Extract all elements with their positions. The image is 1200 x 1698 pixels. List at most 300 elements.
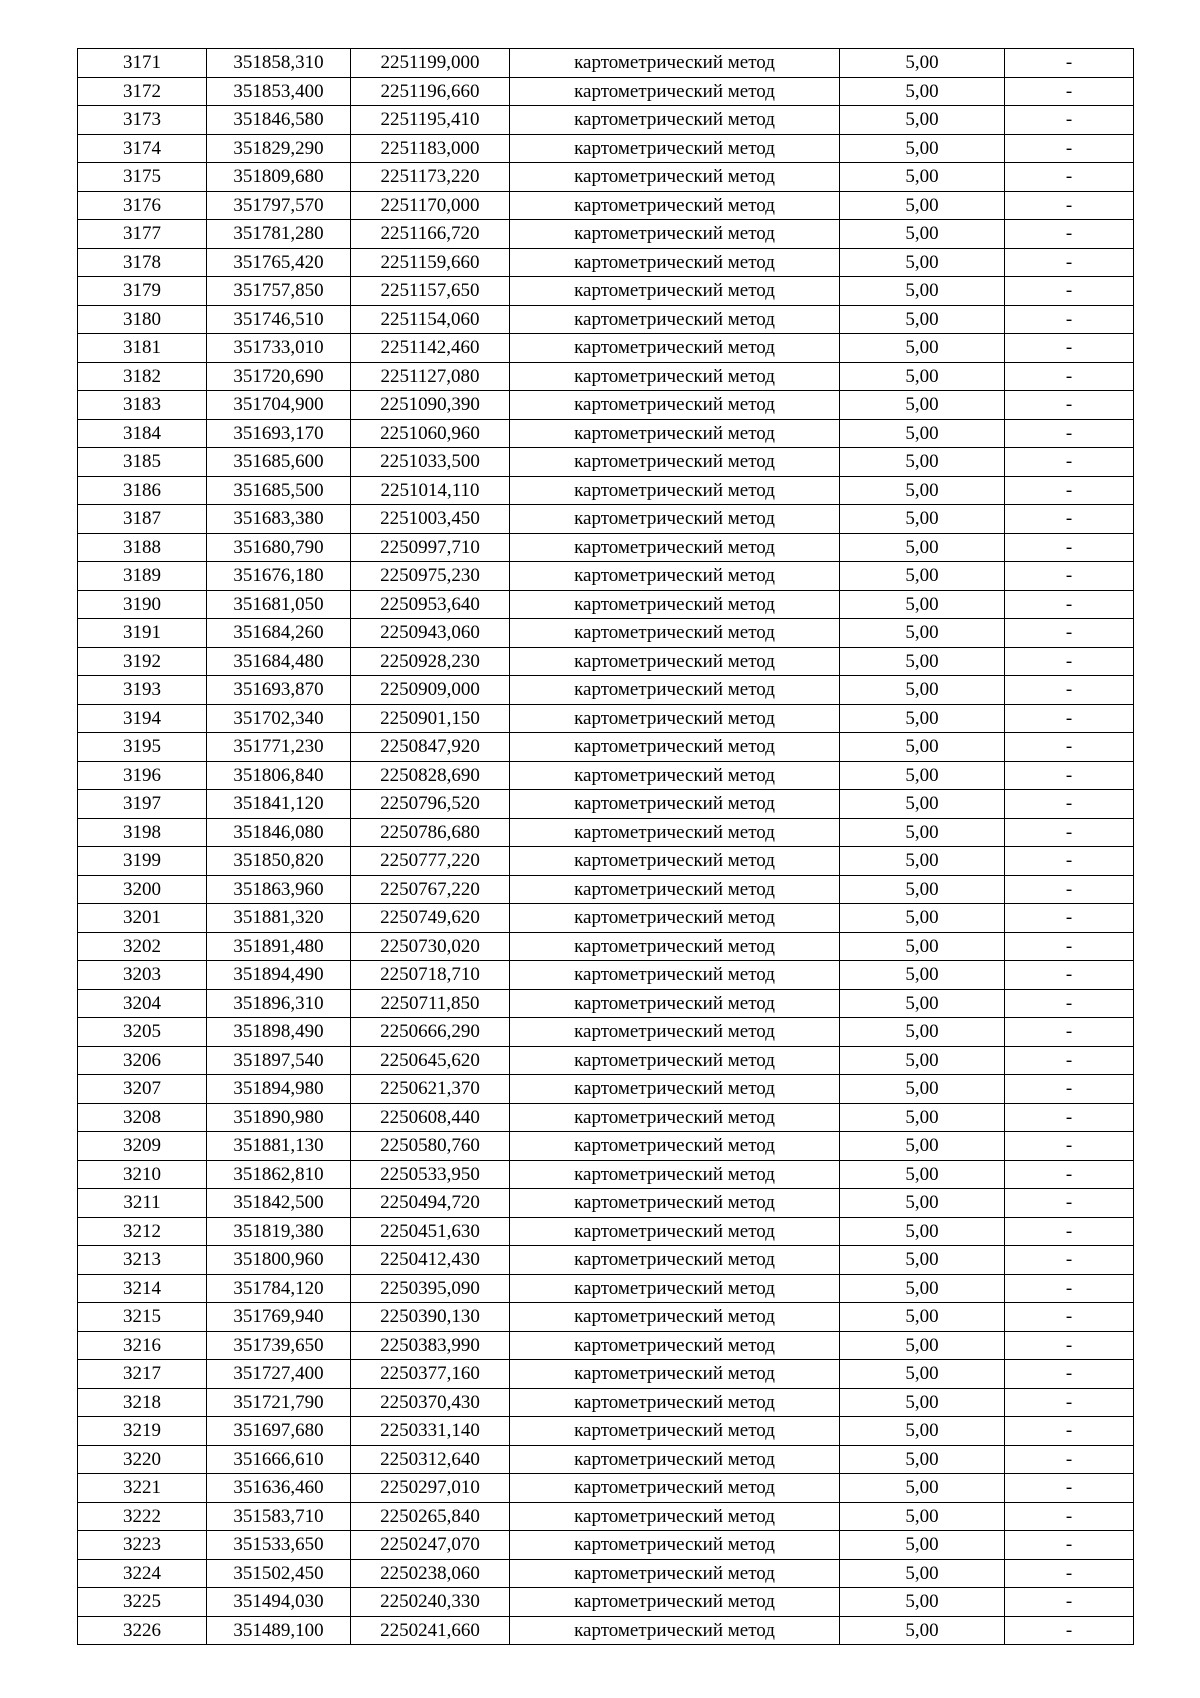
point-number-cell: 3182: [78, 362, 207, 391]
method-cell: картометрический метод: [510, 106, 840, 135]
x-coordinate-cell: 351881,130: [207, 1132, 351, 1161]
note-cell: -: [1005, 533, 1134, 562]
note-cell: -: [1005, 505, 1134, 534]
y-coordinate-cell: 2250608,440: [351, 1103, 510, 1132]
table-row: [78, 1274, 1134, 1303]
note-cell: -: [1005, 419, 1134, 448]
y-coordinate-cell: 2250796,520: [351, 790, 510, 819]
point-number-cell: 3197: [78, 790, 207, 819]
note-cell: -: [1005, 1132, 1134, 1161]
point-number-cell: 3184: [78, 419, 207, 448]
accuracy-cell: 5,00: [840, 1331, 1005, 1360]
y-coordinate-cell: 2250580,760: [351, 1132, 510, 1161]
table-row: [78, 220, 1134, 249]
point-number-cell: 3212: [78, 1217, 207, 1246]
y-coordinate-cell: 2251157,650: [351, 277, 510, 306]
accuracy-cell: 5,00: [840, 1588, 1005, 1617]
note-cell: -: [1005, 989, 1134, 1018]
table-row: [78, 790, 1134, 819]
method-cell: картометрический метод: [510, 1531, 840, 1560]
x-coordinate-cell: 351809,680: [207, 163, 351, 192]
point-number-cell: 3211: [78, 1189, 207, 1218]
accuracy-cell: 5,00: [840, 932, 1005, 961]
accuracy-cell: 5,00: [840, 1616, 1005, 1645]
note-cell: -: [1005, 1217, 1134, 1246]
note-cell: -: [1005, 932, 1134, 961]
note-cell: -: [1005, 1331, 1134, 1360]
accuracy-cell: 5,00: [840, 1531, 1005, 1560]
point-number-cell: 3214: [78, 1274, 207, 1303]
method-cell: картометрический метод: [510, 676, 840, 705]
table-row: [78, 362, 1134, 391]
method-cell: картометрический метод: [510, 1588, 840, 1617]
y-coordinate-cell: 2250943,060: [351, 619, 510, 648]
table-row: [78, 1417, 1134, 1446]
method-cell: картометрический метод: [510, 448, 840, 477]
table-row: [78, 704, 1134, 733]
note-cell: -: [1005, 847, 1134, 876]
y-coordinate-cell: 2250718,710: [351, 961, 510, 990]
x-coordinate-cell: 351894,980: [207, 1075, 351, 1104]
table-row: [78, 533, 1134, 562]
accuracy-cell: 5,00: [840, 362, 1005, 391]
accuracy-cell: 5,00: [840, 961, 1005, 990]
x-coordinate-cell: 351683,380: [207, 505, 351, 534]
point-number-cell: 3174: [78, 134, 207, 163]
table-row: [78, 1075, 1134, 1104]
point-number-cell: 3210: [78, 1160, 207, 1189]
accuracy-cell: 5,00: [840, 277, 1005, 306]
y-coordinate-cell: 2251170,000: [351, 191, 510, 220]
accuracy-cell: 5,00: [840, 676, 1005, 705]
note-cell: -: [1005, 1303, 1134, 1332]
y-coordinate-cell: 2250265,840: [351, 1502, 510, 1531]
method-cell: картометрический метод: [510, 761, 840, 790]
point-number-cell: 3200: [78, 875, 207, 904]
x-coordinate-cell: 351721,790: [207, 1388, 351, 1417]
table-row: [78, 505, 1134, 534]
accuracy-cell: 5,00: [840, 191, 1005, 220]
y-coordinate-cell: 2251195,410: [351, 106, 510, 135]
table-row: [78, 989, 1134, 1018]
note-cell: -: [1005, 1189, 1134, 1218]
method-cell: картометрический метод: [510, 419, 840, 448]
point-number-cell: 3207: [78, 1075, 207, 1104]
x-coordinate-cell: 351685,600: [207, 448, 351, 477]
table-row: [78, 1246, 1134, 1275]
y-coordinate-cell: 2251183,000: [351, 134, 510, 163]
y-coordinate-cell: 2250312,640: [351, 1445, 510, 1474]
y-coordinate-cell: 2250749,620: [351, 904, 510, 933]
y-coordinate-cell: 2251060,960: [351, 419, 510, 448]
note-cell: -: [1005, 904, 1134, 933]
note-cell: -: [1005, 961, 1134, 990]
y-coordinate-cell: 2250711,850: [351, 989, 510, 1018]
x-coordinate-cell: 351784,120: [207, 1274, 351, 1303]
point-number-cell: 3172: [78, 77, 207, 106]
method-cell: картометрический метод: [510, 1360, 840, 1389]
note-cell: -: [1005, 1502, 1134, 1531]
point-number-cell: 3201: [78, 904, 207, 933]
point-number-cell: 3226: [78, 1616, 207, 1645]
accuracy-cell: 5,00: [840, 106, 1005, 135]
note-cell: -: [1005, 448, 1134, 477]
note-cell: -: [1005, 1246, 1134, 1275]
note-cell: -: [1005, 134, 1134, 163]
y-coordinate-cell: 2250928,230: [351, 647, 510, 676]
point-number-cell: 3208: [78, 1103, 207, 1132]
point-number-cell: 3177: [78, 220, 207, 249]
point-number-cell: 3209: [78, 1132, 207, 1161]
y-coordinate-cell: 2250383,990: [351, 1331, 510, 1360]
method-cell: картометрический метод: [510, 1331, 840, 1360]
note-cell: -: [1005, 362, 1134, 391]
point-number-cell: 3204: [78, 989, 207, 1018]
point-number-cell: 3221: [78, 1474, 207, 1503]
table-row: [78, 1588, 1134, 1617]
x-coordinate-cell: 351806,840: [207, 761, 351, 790]
note-cell: -: [1005, 476, 1134, 505]
note-cell: -: [1005, 562, 1134, 591]
x-coordinate-cell: 351846,080: [207, 818, 351, 847]
note-cell: -: [1005, 761, 1134, 790]
y-coordinate-cell: 2251033,500: [351, 448, 510, 477]
note-cell: -: [1005, 277, 1134, 306]
note-cell: -: [1005, 106, 1134, 135]
table-row: [78, 1331, 1134, 1360]
point-number-cell: 3190: [78, 590, 207, 619]
table-row: [78, 248, 1134, 277]
point-number-cell: 3193: [78, 676, 207, 705]
accuracy-cell: 5,00: [840, 1160, 1005, 1189]
table-row: [78, 191, 1134, 220]
accuracy-cell: 5,00: [840, 1303, 1005, 1332]
table-row: [78, 1616, 1134, 1645]
method-cell: картометрический метод: [510, 733, 840, 762]
accuracy-cell: 5,00: [840, 1018, 1005, 1047]
point-number-cell: 3205: [78, 1018, 207, 1047]
note-cell: -: [1005, 676, 1134, 705]
point-number-cell: 3192: [78, 647, 207, 676]
method-cell: картометрический метод: [510, 1189, 840, 1218]
coordinates-table-body: [78, 49, 1134, 1645]
point-number-cell: 3181: [78, 334, 207, 363]
note-cell: -: [1005, 1103, 1134, 1132]
point-number-cell: 3206: [78, 1046, 207, 1075]
accuracy-cell: 5,00: [840, 505, 1005, 534]
accuracy-cell: 5,00: [840, 590, 1005, 619]
y-coordinate-cell: 2250494,720: [351, 1189, 510, 1218]
accuracy-cell: 5,00: [840, 220, 1005, 249]
table-row: [78, 1132, 1134, 1161]
y-coordinate-cell: 2250666,290: [351, 1018, 510, 1047]
y-coordinate-cell: 2250390,130: [351, 1303, 510, 1332]
x-coordinate-cell: 351829,290: [207, 134, 351, 163]
x-coordinate-cell: 351891,480: [207, 932, 351, 961]
note-cell: -: [1005, 1445, 1134, 1474]
x-coordinate-cell: 351881,320: [207, 904, 351, 933]
method-cell: картометрический метод: [510, 1388, 840, 1417]
point-number-cell: 3198: [78, 818, 207, 847]
table-row: [78, 77, 1134, 106]
y-coordinate-cell: 2250451,630: [351, 1217, 510, 1246]
point-number-cell: 3215: [78, 1303, 207, 1332]
table-row: [78, 1160, 1134, 1189]
note-cell: -: [1005, 1160, 1134, 1189]
table-row: [78, 875, 1134, 904]
accuracy-cell: 5,00: [840, 163, 1005, 192]
accuracy-cell: 5,00: [840, 77, 1005, 106]
x-coordinate-cell: 351489,100: [207, 1616, 351, 1645]
note-cell: -: [1005, 733, 1134, 762]
method-cell: картометрический метод: [510, 163, 840, 192]
point-number-cell: 3175: [78, 163, 207, 192]
y-coordinate-cell: 2250621,370: [351, 1075, 510, 1104]
table-row: [78, 1559, 1134, 1588]
x-coordinate-cell: 351769,940: [207, 1303, 351, 1332]
method-cell: картометрический метод: [510, 1246, 840, 1275]
point-number-cell: 3176: [78, 191, 207, 220]
method-cell: картометрический метод: [510, 875, 840, 904]
point-number-cell: 3171: [78, 49, 207, 78]
x-coordinate-cell: 351681,050: [207, 590, 351, 619]
note-cell: -: [1005, 790, 1134, 819]
x-coordinate-cell: 351680,790: [207, 533, 351, 562]
note-cell: -: [1005, 220, 1134, 249]
note-cell: -: [1005, 49, 1134, 78]
y-coordinate-cell: 2250395,090: [351, 1274, 510, 1303]
accuracy-cell: 5,00: [840, 1217, 1005, 1246]
x-coordinate-cell: 351797,570: [207, 191, 351, 220]
accuracy-cell: 5,00: [840, 476, 1005, 505]
method-cell: картометрический метод: [510, 220, 840, 249]
point-number-cell: 3199: [78, 847, 207, 876]
note-cell: -: [1005, 191, 1134, 220]
x-coordinate-cell: 351841,120: [207, 790, 351, 819]
accuracy-cell: 5,00: [840, 448, 1005, 477]
y-coordinate-cell: 2251166,720: [351, 220, 510, 249]
table-row: [78, 476, 1134, 505]
table-row: [78, 334, 1134, 363]
accuracy-cell: 5,00: [840, 818, 1005, 847]
x-coordinate-cell: 351862,810: [207, 1160, 351, 1189]
table-row: [78, 1046, 1134, 1075]
point-number-cell: 3224: [78, 1559, 207, 1588]
y-coordinate-cell: 2250786,680: [351, 818, 510, 847]
table-row: [78, 305, 1134, 334]
y-coordinate-cell: 2250901,150: [351, 704, 510, 733]
method-cell: картометрический метод: [510, 391, 840, 420]
x-coordinate-cell: 351746,510: [207, 305, 351, 334]
x-coordinate-cell: 351819,380: [207, 1217, 351, 1246]
x-coordinate-cell: 351697,680: [207, 1417, 351, 1446]
y-coordinate-cell: 2251154,060: [351, 305, 510, 334]
method-cell: картометрический метод: [510, 1474, 840, 1503]
accuracy-cell: 5,00: [840, 875, 1005, 904]
accuracy-cell: 5,00: [840, 134, 1005, 163]
y-coordinate-cell: 2251142,460: [351, 334, 510, 363]
x-coordinate-cell: 351863,960: [207, 875, 351, 904]
x-coordinate-cell: 351533,650: [207, 1531, 351, 1560]
point-number-cell: 3196: [78, 761, 207, 790]
note-cell: -: [1005, 77, 1134, 106]
x-coordinate-cell: 351733,010: [207, 334, 351, 363]
table-row: [78, 49, 1134, 78]
x-coordinate-cell: 351693,870: [207, 676, 351, 705]
y-coordinate-cell: 2251159,660: [351, 248, 510, 277]
method-cell: картометрический метод: [510, 590, 840, 619]
y-coordinate-cell: 2250377,160: [351, 1360, 510, 1389]
accuracy-cell: 5,00: [840, 1388, 1005, 1417]
accuracy-cell: 5,00: [840, 847, 1005, 876]
accuracy-cell: 5,00: [840, 1274, 1005, 1303]
method-cell: картометрический метод: [510, 619, 840, 648]
table-row: [78, 562, 1134, 591]
table-row: [78, 1502, 1134, 1531]
point-number-cell: 3216: [78, 1331, 207, 1360]
note-cell: -: [1005, 248, 1134, 277]
x-coordinate-cell: 351636,460: [207, 1474, 351, 1503]
accuracy-cell: 5,00: [840, 419, 1005, 448]
y-coordinate-cell: 2250370,430: [351, 1388, 510, 1417]
x-coordinate-cell: 351781,280: [207, 220, 351, 249]
x-coordinate-cell: 351890,980: [207, 1103, 351, 1132]
table-row: [78, 619, 1134, 648]
point-number-cell: 3188: [78, 533, 207, 562]
y-coordinate-cell: 2250297,010: [351, 1474, 510, 1503]
y-coordinate-cell: 2250247,070: [351, 1531, 510, 1560]
y-coordinate-cell: 2250953,640: [351, 590, 510, 619]
table-row: [78, 1103, 1134, 1132]
y-coordinate-cell: 2250975,230: [351, 562, 510, 591]
note-cell: -: [1005, 1474, 1134, 1503]
method-cell: картометрический метод: [510, 1046, 840, 1075]
point-number-cell: 3178: [78, 248, 207, 277]
table-row: [78, 761, 1134, 790]
x-coordinate-cell: 351727,400: [207, 1360, 351, 1389]
point-number-cell: 3173: [78, 106, 207, 135]
accuracy-cell: 5,00: [840, 1360, 1005, 1389]
y-coordinate-cell: 2250645,620: [351, 1046, 510, 1075]
x-coordinate-cell: 351666,610: [207, 1445, 351, 1474]
x-coordinate-cell: 351685,500: [207, 476, 351, 505]
coordinates-table: [77, 48, 1134, 1645]
table-row: [78, 1445, 1134, 1474]
note-cell: -: [1005, 1075, 1134, 1104]
point-number-cell: 3223: [78, 1531, 207, 1560]
note-cell: -: [1005, 1360, 1134, 1389]
accuracy-cell: 5,00: [840, 533, 1005, 562]
note-cell: -: [1005, 1046, 1134, 1075]
point-number-cell: 3187: [78, 505, 207, 534]
point-number-cell: 3213: [78, 1246, 207, 1275]
note-cell: -: [1005, 305, 1134, 334]
x-coordinate-cell: 351704,900: [207, 391, 351, 420]
accuracy-cell: 5,00: [840, 1502, 1005, 1531]
method-cell: картометрический метод: [510, 1559, 840, 1588]
accuracy-cell: 5,00: [840, 1474, 1005, 1503]
x-coordinate-cell: 351897,540: [207, 1046, 351, 1075]
point-number-cell: 3191: [78, 619, 207, 648]
point-number-cell: 3183: [78, 391, 207, 420]
method-cell: картометрический метод: [510, 1018, 840, 1047]
method-cell: картометрический метод: [510, 790, 840, 819]
method-cell: картометрический метод: [510, 847, 840, 876]
point-number-cell: 3217: [78, 1360, 207, 1389]
table-row: [78, 1388, 1134, 1417]
point-number-cell: 3195: [78, 733, 207, 762]
note-cell: -: [1005, 1417, 1134, 1446]
accuracy-cell: 5,00: [840, 1103, 1005, 1132]
method-cell: картометрический метод: [510, 1160, 840, 1189]
y-coordinate-cell: 2251173,220: [351, 163, 510, 192]
x-coordinate-cell: 351896,310: [207, 989, 351, 1018]
note-cell: -: [1005, 163, 1134, 192]
note-cell: -: [1005, 1018, 1134, 1047]
method-cell: картометрический метод: [510, 1103, 840, 1132]
table-row: [78, 1189, 1134, 1218]
point-number-cell: 3189: [78, 562, 207, 591]
y-coordinate-cell: 2250240,330: [351, 1588, 510, 1617]
note-cell: -: [1005, 1616, 1134, 1645]
accuracy-cell: 5,00: [840, 1417, 1005, 1446]
table-row: [78, 647, 1134, 676]
note-cell: -: [1005, 1388, 1134, 1417]
accuracy-cell: 5,00: [840, 1246, 1005, 1275]
accuracy-cell: 5,00: [840, 704, 1005, 733]
y-coordinate-cell: 2250909,000: [351, 676, 510, 705]
x-coordinate-cell: 351858,310: [207, 49, 351, 78]
point-number-cell: 3203: [78, 961, 207, 990]
x-coordinate-cell: 351850,820: [207, 847, 351, 876]
accuracy-cell: 5,00: [840, 904, 1005, 933]
point-number-cell: 3179: [78, 277, 207, 306]
accuracy-cell: 5,00: [840, 1445, 1005, 1474]
point-number-cell: 3186: [78, 476, 207, 505]
table-row: [78, 1360, 1134, 1389]
method-cell: картометрический метод: [510, 277, 840, 306]
x-coordinate-cell: 351842,500: [207, 1189, 351, 1218]
x-coordinate-cell: 351853,400: [207, 77, 351, 106]
method-cell: картометрический метод: [510, 1132, 840, 1161]
method-cell: картометрический метод: [510, 49, 840, 78]
note-cell: -: [1005, 590, 1134, 619]
accuracy-cell: 5,00: [840, 1046, 1005, 1075]
y-coordinate-cell: 2250238,060: [351, 1559, 510, 1588]
table-row: [78, 733, 1134, 762]
x-coordinate-cell: 351898,490: [207, 1018, 351, 1047]
x-coordinate-cell: 351757,850: [207, 277, 351, 306]
method-cell: картометрический метод: [510, 1616, 840, 1645]
method-cell: картометрический метод: [510, 334, 840, 363]
method-cell: картометрический метод: [510, 647, 840, 676]
accuracy-cell: 5,00: [840, 248, 1005, 277]
x-coordinate-cell: 351684,480: [207, 647, 351, 676]
accuracy-cell: 5,00: [840, 1075, 1005, 1104]
method-cell: картометрический метод: [510, 904, 840, 933]
table-row: [78, 904, 1134, 933]
y-coordinate-cell: 2251127,080: [351, 362, 510, 391]
method-cell: картометрический метод: [510, 961, 840, 990]
method-cell: картометрический метод: [510, 1502, 840, 1531]
note-cell: -: [1005, 1588, 1134, 1617]
x-coordinate-cell: 351771,230: [207, 733, 351, 762]
note-cell: -: [1005, 619, 1134, 648]
method-cell: картометрический метод: [510, 248, 840, 277]
accuracy-cell: 5,00: [840, 619, 1005, 648]
table-row: [78, 277, 1134, 306]
note-cell: -: [1005, 647, 1134, 676]
